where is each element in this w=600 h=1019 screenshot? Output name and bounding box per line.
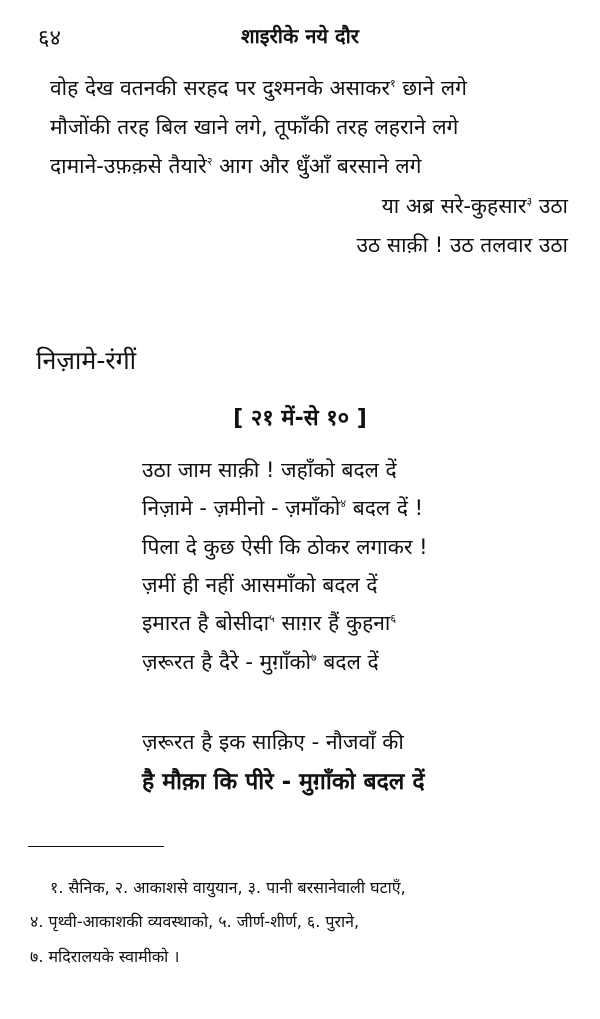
verse-line: मौजोंकी तरह बिल खाने लगे, तूफाँकी तरह लहराने लगे [50, 115, 459, 139]
footnote-line: १. सैनिक, २. आकाशसे वायुयान, ३. पानी बरसानेवाली घटाएँ, [50, 878, 406, 897]
verse-line: ज़मीं ही नहीं आसमाँको बदल दें [142, 573, 378, 597]
section-title: निज़ामे-रंगीं [36, 346, 137, 375]
verse-line: इमारत है बोसीदा$^५$ साग़र हैं कुहना$^६$ [142, 611, 397, 635]
verse-line: उठ साक़ी ! उठ तलवार उठा [356, 233, 568, 257]
verse-line: दामाने-उफ़क़से तैयारे$^२$ आग और धुँआँ बरसाने लगे [50, 154, 422, 178]
verse-line: ज़रूरत है इक साक़िए - नौजवाँ की [142, 730, 404, 754]
page-header [38, 20, 562, 52]
verse-line: ज़रूरत है दैरे - मुग़ाँको$^७$ बदल दें [142, 650, 379, 674]
verse-line: पिला दे कुछ ऐसी कि ठोकर लगाकर ! [142, 535, 428, 559]
verse-line: है मौक़ा कि पीरे - मुग़ाँको बदल दें [142, 769, 425, 795]
footnote-divider [28, 846, 164, 847]
running-title: शाइरीके नये दौर [241, 24, 359, 48]
footnote-line: ७. मदिरालयके स्वामीको । [30, 947, 180, 966]
page-number: ६४ [38, 26, 61, 51]
verse-line: उठा जाम साक़ी ! जहाँको बदल दें [142, 458, 397, 482]
verse-line: निज़ामे - ज़मीनो - ज़माँको$^४$ बदल दें ! [142, 496, 424, 520]
section-subtitle: [ २१ में-से १० ] [233, 406, 367, 431]
footnote-line: ४. पृथ्वी-आकाशकी व्यवस्थाको, ५. जीर्ण-शीर्ण, ६. पुराने, [30, 912, 360, 931]
verse-line: वोह देख वतनकी सरहद पर दुश्मनके असाकर$^१$ छाने लगे [50, 76, 467, 100]
verse-line: या अब्र सरे-कुहसार$^३$ उठा [381, 194, 568, 218]
